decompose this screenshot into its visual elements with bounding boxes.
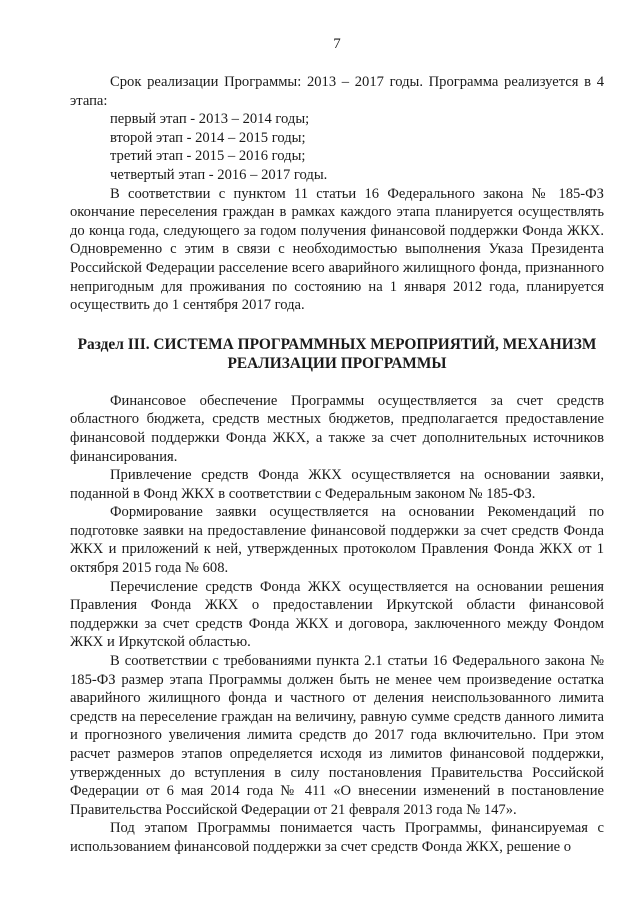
stage-item: первый этап - 2013 – 2014 годы; <box>110 111 310 128</box>
financing-paragraph: Финансовое обеспечение Программы осуществляется за счет средств областного бюджета, средств местных бюджетов, предполагается предоставление финансовой поддержки Фонда ЖКХ, а также за счет дополнительных источников финансирования. <box>70 392 604 465</box>
stage-item: четвертый этап - 2016 – 2017 годы. <box>110 166 328 183</box>
fund-request-paragraph: Привлечение средств Фонда ЖКХ осуществляется на основании заявки, поданной в Фонд ЖКХ в соответствии с Федеральным законом № 185-ФЗ. <box>70 467 604 502</box>
stage-list <box>70 110 604 184</box>
stage-size-paragraph: В соответствии с требованиями пункта 2.1 статьи 16 Федерального закона № 185-ФЗ размер этапа Программы должен быть не менее чем произведение остатка аварийного жилищного фонда и частного от деления неиспользованного лимита средств на переселение граждан на величину, равную сумме средств данного лимита и прогнозного увеличения лимита средств до 2017 года включительно. При этом расчет размеров этапов определяется исходя из лимитов финансовой поддержки, утвержденных до вступления в силу постановления Правительства Российской Федерации от 6 мая 2014 года № 411 «О внесении изменений в постановление Правительства Российской Федерации от 21 февраля 2013 года № 147». <box>70 653 604 818</box>
funds-transfer-paragraph: Перечисление средств Фонда ЖКХ осуществляется на основании решения Правления Фонда ЖКХ о предоставлении Иркутской области финансовой поддержки за счет средств Фонда ЖКХ и договора, заключенного между Фондом ЖКХ и Иркутской областью. <box>70 578 604 651</box>
stage-item: третий этап - 2015 – 2016 годы; <box>110 148 306 165</box>
stage-item: второй этап - 2014 – 2015 годы; <box>110 129 306 146</box>
request-formation-paragraph: Формирование заявки осуществляется на основании Рекомендаций по подготовке заявки на предоставление финансовой поддержки за счет средств Фонда ЖКХ и приложений к ней, утвержденных протоколом Правления Фонда ЖКХ от 1 октября 2015 года № 608. <box>70 504 604 577</box>
section-title-line-1: Раздел III. СИСТЕМА ПРОГРАММНЫХ МЕРОПРИЯТИЙ, МЕХАНИЗМ <box>77 335 597 353</box>
section-title <box>70 335 604 373</box>
page-number: 7 <box>333 36 341 52</box>
program-term-paragraph: Срок реализации Программы: 2013 – 2017 годы. Программа реализуется в 4 этапа: <box>70 74 604 109</box>
relocation-paragraph: В соответствии с пунктом 11 статьи 16 Федерального закона № 185-ФЗ окончание переселения граждан в рамках каждого этапа планируется осуществлять до конца года, следующего за годом получения финансовой поддержки Фонда ЖКХ. Одновременно с этим в связи с необходимостью выполнения Указа Президента Российской Федерации расселение всего аварийного жилищного фонда, признанного непригодным для проживания по состоянию на 1 января 2012 года, планируется осуществить до 1 сентября 2017 года. <box>70 185 604 314</box>
section-title-line-2: РЕАЛИЗАЦИИ ПРОГРАММЫ <box>227 354 447 372</box>
stage-definition-paragraph: Под этапом Программы понимается часть Программы, финансируемая с использованием финансовой поддержки за счет средств Фонда ЖКХ, решение о <box>70 820 604 855</box>
